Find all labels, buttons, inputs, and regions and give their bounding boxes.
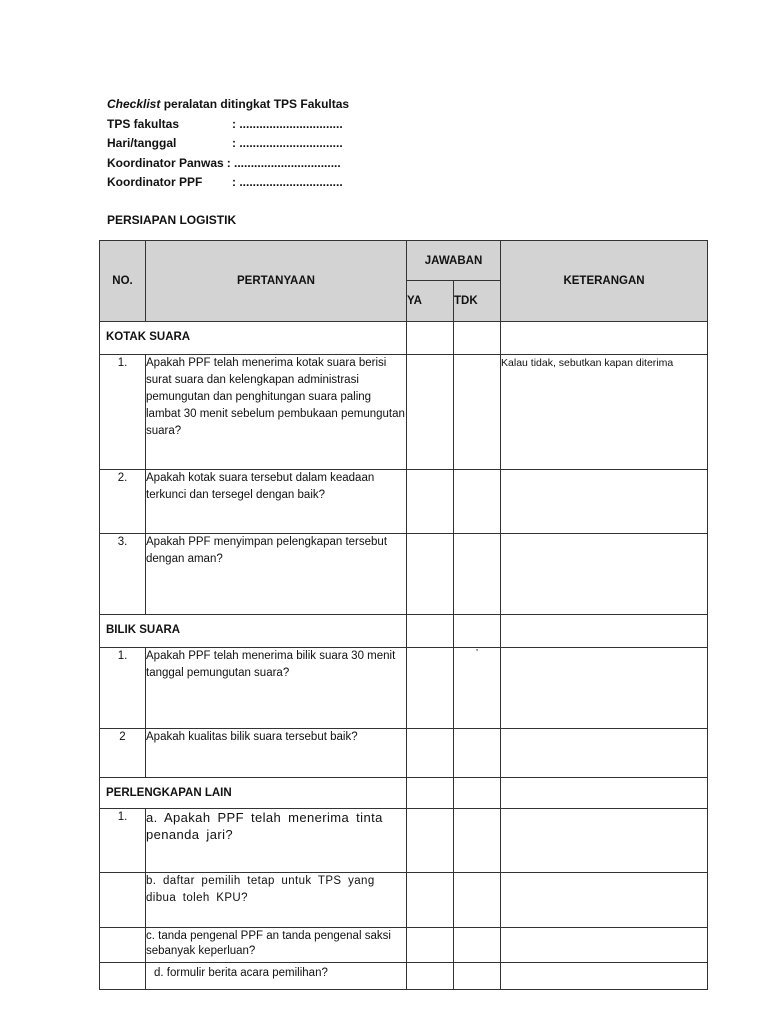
section-title: KOTAK SUARA (100, 322, 407, 355)
checklist-table (99, 240, 708, 990)
row-number (100, 873, 146, 928)
table-row (100, 534, 708, 615)
question-text: Apakah PPF menyimpan pelengkapan tersebut dengan aman? (146, 534, 407, 615)
answer-ya-cell[interactable] (407, 809, 454, 873)
header-no: NO. (100, 241, 146, 322)
section-heading: PERSIAPAN LOGISTIK (107, 213, 237, 227)
keterangan-cell[interactable] (501, 648, 708, 729)
table-row (100, 873, 708, 928)
answer-tdk-cell[interactable] (454, 778, 501, 809)
keterangan-cell[interactable] (501, 322, 708, 355)
table-row (100, 648, 708, 729)
question-text: tanda pengenal PPF an tanda pengenal saksi sebanyak keperluan? (146, 930, 391, 957)
form-header (107, 95, 349, 193)
section-row-bilik-suara (100, 615, 708, 648)
field-label: Koordinator Panwas (107, 155, 224, 170)
field-koordinator-panwas (107, 154, 349, 174)
answer-tdk-cell[interactable] (454, 355, 501, 470)
row-number (100, 928, 146, 963)
answer-tdk-cell[interactable] (454, 470, 501, 534)
answer-ya-cell[interactable] (407, 322, 454, 355)
keterangan-cell[interactable] (501, 778, 708, 809)
answer-ya-cell[interactable] (407, 534, 454, 615)
section-title: BILIK SUARA (100, 615, 407, 648)
row-number (100, 963, 146, 990)
section-title: PERLENGKAPAN LAIN (100, 778, 407, 809)
table-row (100, 729, 708, 778)
question-text: Apakah kualitas bilik suara tersebut baik? (146, 729, 407, 778)
header-ya: YA (407, 281, 454, 322)
field-hari-tanggal (107, 134, 349, 154)
form-title-italic: Checklist (107, 97, 161, 111)
answer-ya-cell[interactable] (407, 778, 454, 809)
answer-ya-cell[interactable] (407, 928, 454, 963)
table-row (100, 470, 708, 534)
answer-tdk-cell[interactable] (454, 534, 501, 615)
row-number: 1. (100, 648, 146, 729)
answer-ya-cell[interactable] (407, 615, 454, 648)
field-value[interactable]: : ............................... (232, 175, 343, 190)
row-number: 3. (100, 534, 146, 615)
field-tps-fakultas (107, 115, 349, 135)
question-letter: c. (146, 930, 155, 942)
keterangan-cell[interactable] (501, 729, 708, 778)
header-pertanyaan: PERTANYAAN (146, 241, 407, 322)
answer-ya-cell[interactable] (407, 355, 454, 470)
header-jawaban: JAWABAN (407, 241, 501, 281)
keterangan-text[interactable]: Kalau tidak, sebutkan kapan diterima (501, 355, 708, 470)
table-row (100, 963, 708, 990)
answer-ya-cell[interactable] (407, 729, 454, 778)
row-number: 1. (100, 809, 146, 873)
field-koordinator-ppf (107, 173, 349, 193)
question-text: Apakah PPF telah menerima kotak suara berisi surat suara dan kelengkapan administrasi pemungutan dan penghitungan suara paling lambat 30 menit sebelum pembukaan pemungutan suara? (146, 355, 407, 470)
form-title-rest: peralatan ditingkat TPS Fakultas (160, 97, 350, 111)
question-cell (146, 928, 407, 963)
row-number: 2 (100, 729, 146, 778)
answer-tdk-cell[interactable] (454, 615, 501, 648)
field-label: Hari/tanggal (107, 136, 177, 151)
keterangan-cell[interactable] (501, 963, 708, 990)
question-text: daftar pemilih tetap untuk TPS yang dibua toleh KPU? (146, 875, 375, 904)
header-tdk: TDK (454, 281, 501, 322)
question-letter: d. (154, 967, 164, 979)
keterangan-cell[interactable] (501, 615, 708, 648)
keterangan-cell[interactable] (501, 928, 708, 963)
answer-tdk-mark[interactable]: ’ (454, 648, 501, 729)
question-cell (146, 809, 407, 873)
answer-tdk-cell[interactable] (454, 322, 501, 355)
answer-tdk-cell[interactable] (454, 963, 501, 990)
field-label: Koordinator PPF (107, 175, 203, 190)
table-header-row (100, 241, 708, 281)
keterangan-cell[interactable] (501, 873, 708, 928)
header-keterangan: KETERANGAN (501, 241, 708, 322)
row-number: 1. (100, 355, 146, 470)
table-row (100, 355, 708, 470)
table-row (100, 809, 708, 873)
section-row-perlengkapan-lain (100, 778, 708, 809)
answer-ya-cell[interactable] (407, 470, 454, 534)
section-row-kotak-suara (100, 322, 708, 355)
field-value[interactable]: : ............................... (232, 116, 343, 131)
answer-ya-cell[interactable] (407, 648, 454, 729)
question-cell (146, 963, 407, 990)
question-text: Apakah PPF telah menerima bilik suara 30 menit tanggal pemungutan suara? (146, 648, 407, 729)
form-title (107, 95, 349, 115)
question-text: Apakah PPF telah menerima tinta penanda jari? (146, 810, 383, 842)
answer-ya-cell[interactable] (407, 963, 454, 990)
question-cell (146, 873, 407, 928)
keterangan-cell[interactable] (501, 470, 708, 534)
field-value[interactable]: : ............................... (232, 136, 343, 151)
answer-tdk-cell[interactable] (454, 928, 501, 963)
table-row (100, 928, 708, 963)
answer-ya-cell[interactable] (407, 873, 454, 928)
row-number: 2. (100, 470, 146, 534)
keterangan-cell[interactable] (501, 534, 708, 615)
answer-tdk-cell[interactable] (454, 729, 501, 778)
field-value[interactable]: : ................................ (226, 155, 341, 170)
question-letter: b. (146, 875, 157, 887)
keterangan-cell[interactable] (501, 809, 708, 873)
answer-tdk-cell[interactable] (454, 873, 501, 928)
question-text: Apakah kotak suara tersebut dalam keadaan terkunci dan tersegel dengan baik? (146, 470, 407, 534)
answer-tdk-cell[interactable] (454, 809, 501, 873)
question-text: formulir berita acara pemilihan? (166, 967, 328, 979)
question-letter: a. (146, 810, 158, 825)
field-label: TPS fakultas (107, 116, 180, 131)
